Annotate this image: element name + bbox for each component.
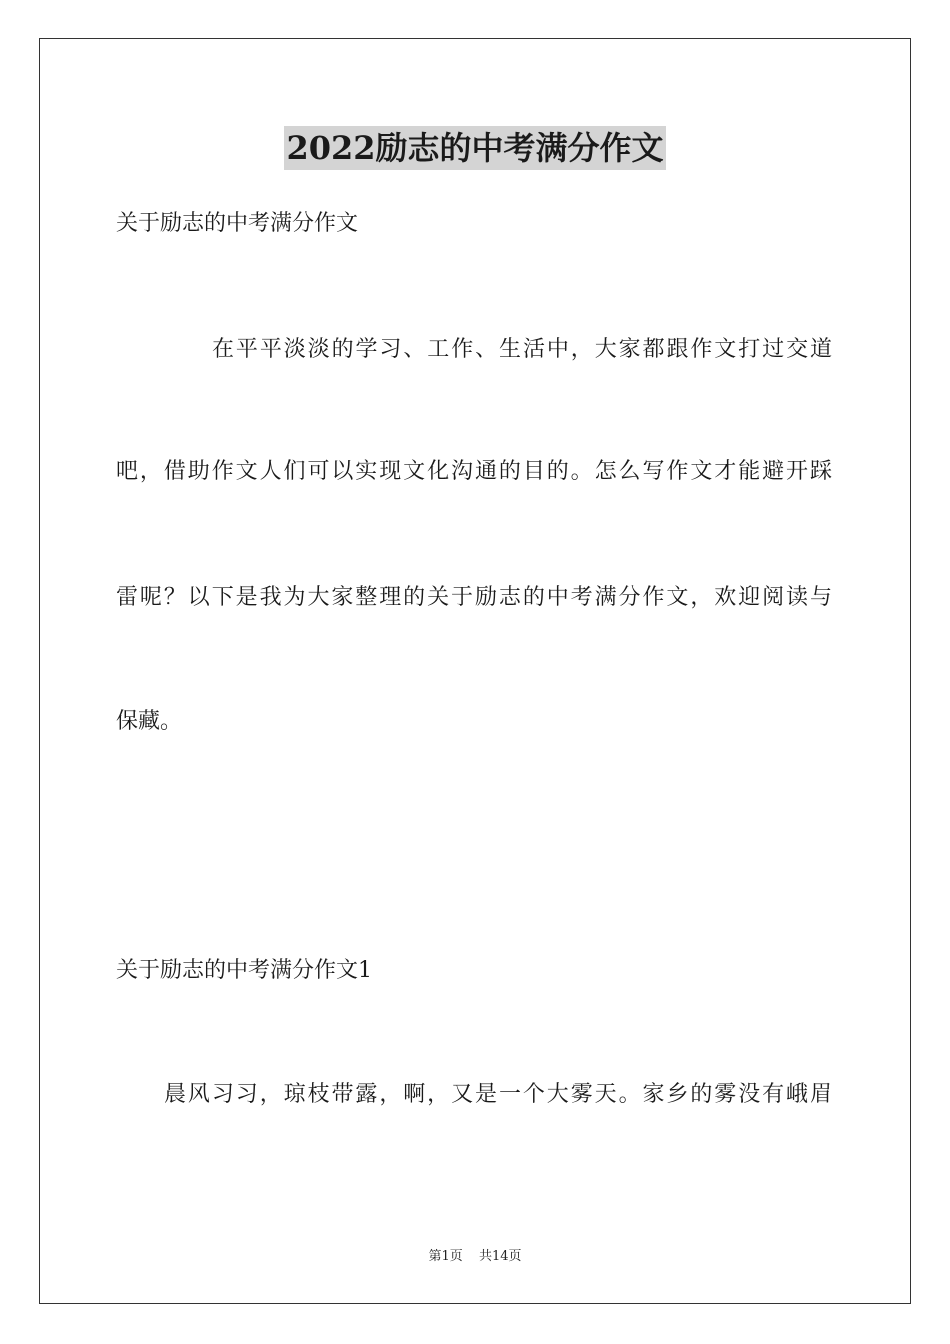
intro-line-4: 保藏。 <box>116 709 183 734</box>
document-title: 2022励志的中考满分作文 <box>284 126 665 170</box>
page-footer <box>0 1248 950 1266</box>
intro-line-3: 雷呢？以下是我为大家整理的关于励志的中考满分作文，欢迎阅读与 <box>116 585 832 610</box>
section-first-line: 晨风习习，琼枝带露，啊，又是一个大雾天。家乡的雾没有峨眉 <box>164 1082 832 1107</box>
document-subtitle: 关于励志的中考满分作文 <box>116 211 359 236</box>
intro-line-2: 吧，借助作文人们可以实现文化沟通的目的。怎么写作文才能避开踩 <box>116 459 832 484</box>
page-total: 共14页 <box>478 1249 522 1264</box>
page-number: 第1页 <box>428 1249 463 1264</box>
intro-line-1: 在平平淡淡的学习、工作、生活中，大家都跟作文打过交道 <box>212 337 832 362</box>
section-heading: 关于励志的中考满分作文1 <box>116 958 372 983</box>
title-container <box>0 126 950 170</box>
